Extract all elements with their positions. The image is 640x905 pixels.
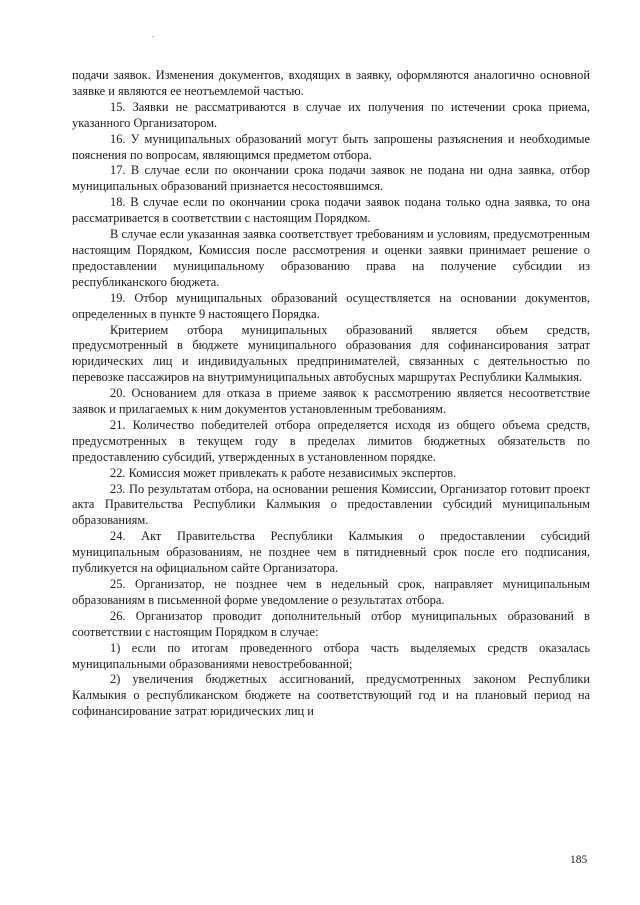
paragraph: Критерием отбора муниципальных образований является объем средств, предусмотренный в бюджете муниципального образования для софинансирования затрат юридических лиц и индивидуальных предпринимателей, связанных с деятельностью по перевозке пассажиров на внутримуниципальных автобусных маршрутах Республики Калмыкия. [72,322,590,385]
page-number: 185 [570,854,588,866]
paragraph: 15. Заявки не рассматриваются в случае их получения по истечении срока приема, указанного Организатором. [72,99,590,130]
paragraph: 19. Отбор муниципальных образований осуществляется на основании документов, определенных в пункте 9 настоящего Порядка. [72,290,590,321]
paragraph: 22. Комиссия может привлекать к работе независимых экспертов. [110,465,457,480]
paragraph: 21. Количество победителей отбора определяется исходя из общего объема средств, предусмотренных в текущем году в пределах лимитов бюджетных обязательств по предоставлению субсидий, утвержденных в установленном порядке. [72,417,590,464]
paragraph: 24. Акт Правительства Республики Калмыкия о предоставлении субсидий муниципальным образованиям, не позднее чем в пятидневный срок после его подписания, публикуется на официальном сайте Организатора. [72,529,590,576]
paragraph: подачи заявок. Изменения документов, входящих в заявку, оформляются аналогично основной заявке и являются ее неотъемлемой частью. [72,68,590,98]
scan-speck [152,36,154,37]
paragraph: 18. В случае если по окончании срока подачи заявок подана только одна заявка, то она рассматривается в соответствии с настоящим Порядком. [72,195,590,226]
paragraph: 23. По результатам отбора, на основании решения Комиссии, Организатор готовит проект акта Правительства Республики Калмыкия о предоставлении субсидий муниципальным образованиям. [72,481,590,528]
paragraph: 16. У муниципальных образований могут быть запрошены разъяснения и необходимые пояснения по вопросам, являющимся предметом отбора. [72,131,590,162]
paragraph: 20. Основанием для отказа в приеме заявок к рассмотрению является несоответствие заявок и прилагаемых к ним документов установленным требованиям. [72,386,590,417]
paragraph: 26. Организатор проводит дополнительный отбор муниципальных образований в соответствии с настоящим Порядком в случае: [72,608,590,639]
paragraph: 1) если по итогам проведенного отбора часть выделяемых средств оказалась муниципальными образованиями невостребованной; [72,640,590,671]
paragraph: 17. В случае если по окончании срока подачи заявок не подана ни одна заявка, отбор муниципальных образований признается несостоявшимся. [72,163,590,194]
paragraph: В случае если указанная заявка соответствует требованиям и условиям, предусмотренным настоящим Порядком, Комиссия после рассмотрения и оценки заявки принимает решение о предоставлении муниципальному образованию права на получение субсидии из республиканского бюджета. [72,227,590,289]
paragraph: 2) увеличения бюджетных ассигнований, предусмотренных законом Республики Калмыкия о республиканском бюджете на соответствующий год и на плановый период на софинансирование затрат юридических лиц и [72,672,590,719]
document-body [72,68,590,720]
paragraph: 25. Организатор, не позднее чем в недельный срок, направляет муниципальным образованиям в письменной форме уведомление о результатах отбора. [72,577,590,607]
